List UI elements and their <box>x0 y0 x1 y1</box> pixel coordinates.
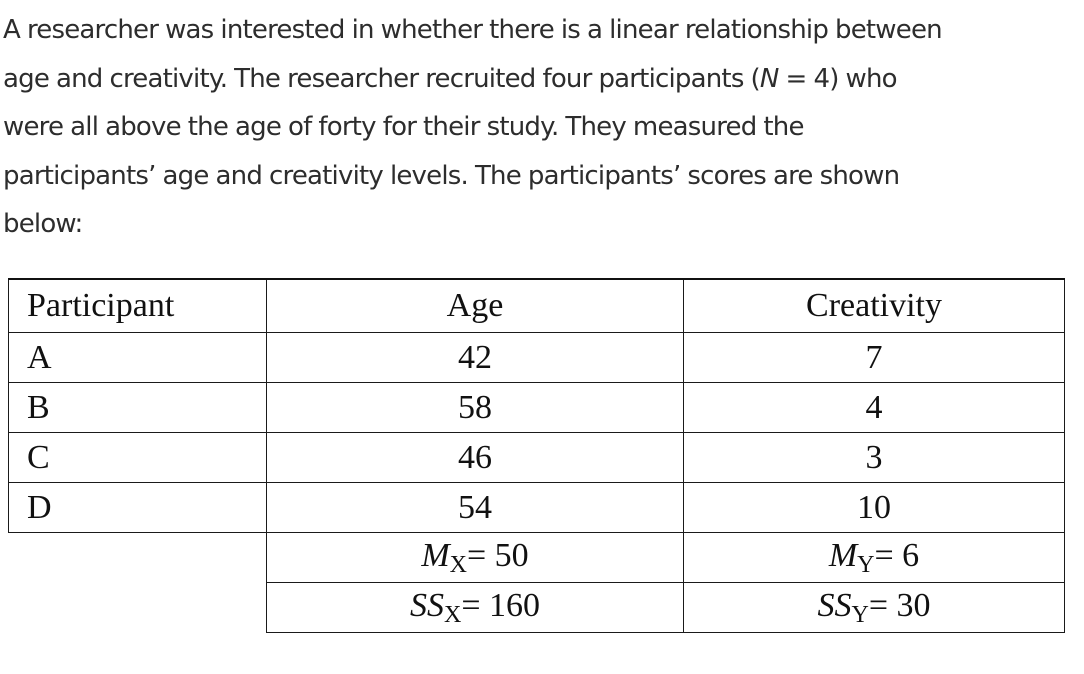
scores-table-container <box>8 278 1064 633</box>
ss-x-symbol: SS <box>409 586 444 624</box>
mean-y-subscript: Y <box>857 551 875 578</box>
mean-y-cell <box>684 533 1065 583</box>
cell-age: 46 <box>267 433 684 483</box>
empty-cell <box>9 583 267 633</box>
means-row <box>9 533 1065 583</box>
sum-of-squares-row <box>9 583 1065 633</box>
cell-creativity: 4 <box>684 383 1065 433</box>
paragraph-line-2 <box>3 55 1081 104</box>
table-row <box>9 333 1065 383</box>
ss-y-subscript: Y <box>851 601 869 628</box>
table-header-row <box>9 279 1065 333</box>
mean-x-value: = 50 <box>466 536 529 574</box>
cell-age: 58 <box>267 383 684 433</box>
cell-creativity: 10 <box>684 483 1065 533</box>
header-participant: Participant <box>9 279 267 333</box>
mean-x-subscript: X <box>449 551 467 578</box>
cell-creativity: 3 <box>684 433 1065 483</box>
ss-x-value: = 160 <box>461 586 541 624</box>
paragraph-line-3: were all above the age of forty for their study. They measured the <box>3 112 804 142</box>
cell-participant: D <box>9 483 267 533</box>
scores-table <box>8 278 1065 633</box>
ss-y-symbol: SS <box>817 586 852 624</box>
mean-x-cell <box>267 533 684 583</box>
ss-y-value: = 30 <box>868 586 931 624</box>
paragraph-line-2-text: age and creativity. The researcher recruited four participants ( <box>3 63 760 94</box>
problem-paragraph <box>3 6 1081 249</box>
cell-participant: B <box>9 383 267 433</box>
cell-participant: A <box>9 333 267 383</box>
paragraph-line-5: below: <box>3 209 83 239</box>
mean-y-value: = 6 <box>874 536 920 574</box>
cell-creativity: 7 <box>684 333 1065 383</box>
mean-y-symbol: M <box>828 536 858 574</box>
table-row <box>9 483 1065 533</box>
cell-age: 54 <box>267 483 684 533</box>
sample-size-value: = 4) who <box>778 63 897 94</box>
sample-size-symbol: N <box>759 63 779 94</box>
empty-cell <box>9 533 267 583</box>
table-row <box>9 433 1065 483</box>
header-age: Age <box>267 279 684 333</box>
cell-participant: C <box>9 433 267 483</box>
ss-x-cell <box>267 583 684 633</box>
cell-age: 42 <box>267 333 684 383</box>
ss-x-subscript: X <box>443 601 462 628</box>
mean-x-symbol: M <box>421 536 450 574</box>
table-row <box>9 383 1065 433</box>
header-creativity: Creativity <box>684 279 1065 333</box>
paragraph-line-1: A researcher was interested in whether there is a linear relationship between <box>3 15 942 45</box>
paragraph-line-4: participants’ age and creativity levels. The participants’ scores are shown <box>3 160 900 191</box>
ss-y-cell <box>684 583 1065 633</box>
